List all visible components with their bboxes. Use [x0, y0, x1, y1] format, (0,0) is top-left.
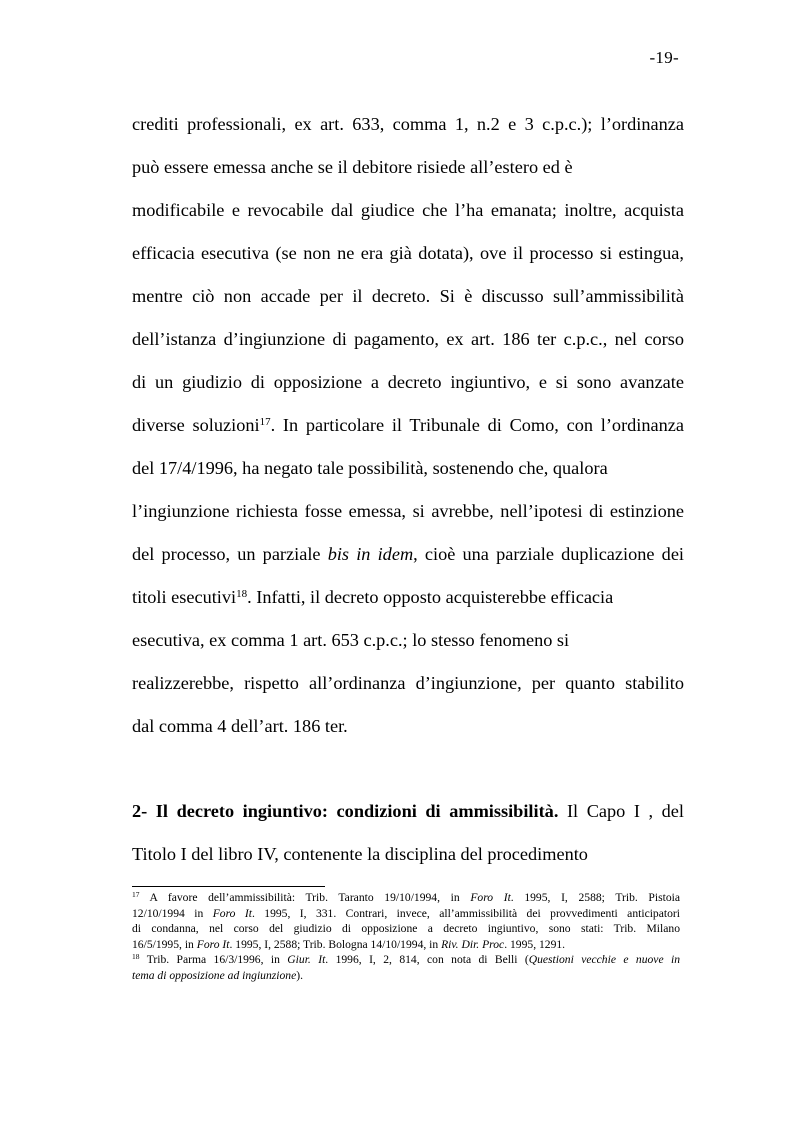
footnote-text: 16/5/1995, in [132, 937, 197, 951]
footnote-text: . 1995, I, 2588; Trib. Pistoia [510, 891, 680, 904]
section-heading: 2- Il decreto ingiuntivo: condizioni di ammissibilità. [132, 801, 559, 821]
body-line: l’ingiunzione richiesta fosse emessa, si avrebbe, nell’ipotesi di estinzione [132, 501, 684, 521]
body-line [132, 404, 684, 447]
body-text-fragment: . In particolare il Tribunale di Como, con l’ordinanza [270, 415, 684, 435]
body-line: del 17/4/1996, ha negato tale possibilità, sostenendo che, qualora [132, 458, 608, 478]
footnote-18-line [132, 952, 680, 968]
footnote-italic: Foro It [212, 906, 252, 920]
footnote-17-line [132, 937, 680, 953]
footnote-17-line: di condanna, nel corso del giudizio di opposizione a decreto ingiuntivo, sono stati: Trib. Milano [132, 922, 680, 935]
body-text-fragment: diverse soluzioni [132, 415, 260, 435]
section-text-fragment: Il Capo I , del [558, 801, 684, 821]
footnote-italic: Questioni vecchie e nuove in [528, 953, 681, 966]
body-text-fragment: . Infatti, il decreto opposto acquisterebbe efficacia [247, 587, 614, 607]
body-text-fragment: , cioè una parziale duplicazione dei [413, 544, 685, 564]
body-line: mentre ciò non accade per il decreto. Si è discusso sull’ammissibilità [132, 286, 684, 306]
footnote-text: . 1996, I, 2, 814, con nota di Belli ( [325, 953, 529, 966]
page-number: -19- [649, 48, 679, 67]
italic-phrase: bis in idem [327, 544, 414, 564]
body-line: dal comma 4 dell’art. 186 ter. [132, 716, 348, 736]
body-line: modificabile e revocabile dal giudice che l’ha emanata; inoltre, acquista [132, 200, 684, 220]
section-paragraph [132, 790, 684, 876]
footnote-text: ). [296, 968, 304, 982]
footnote-number-17: 17 [132, 890, 140, 899]
body-text-fragment: titoli esecutivi [132, 587, 237, 607]
footnote-text: . 1995, I, 331. Contrari, invece, all’ammissibilità dei provvedimenti anticipatori [251, 906, 680, 920]
footnote-italic: tema di opposizione ad ingiunzione [132, 968, 297, 982]
footnote-italic: Riv. Dir. Proc [441, 937, 505, 951]
body-text-fragment: del processo, un parziale [132, 544, 328, 564]
footnote-text: . 1995, I, 2588; Trib. Bologna 14/10/1994, in [229, 937, 442, 951]
body-line [132, 576, 684, 619]
body-line: di un giudizio di opposizione a decreto ingiuntivo, e si sono avanzate [132, 372, 684, 392]
body-line: può essere emessa anche se il debitore risiede all’estero ed è [132, 157, 573, 177]
footnote-17-line [132, 906, 680, 922]
body-line [132, 533, 684, 576]
body-line: dell’istanza d’ingiunzione di pagamento, ex art. 186 ter c.p.c., nel corso [132, 329, 684, 349]
body-line: efficacia esecutiva (se non ne era già dotata), ove il processo si estingua, [132, 243, 684, 263]
footnote-18-line [132, 968, 680, 984]
footnote-ref-18: 18 [236, 588, 248, 600]
footnote-text: . 1995, 1291. [504, 937, 566, 951]
footnote-text: 12/10/1994 in [132, 906, 213, 920]
body-line: esecutiva, ex comma 1 art. 653 c.p.c.; lo stesso fenomeno si [132, 630, 570, 650]
footnote-italic: Foro It [470, 891, 511, 904]
footnotes [132, 890, 680, 983]
footnote-italic: Giur. It [287, 953, 326, 966]
body-line: realizzerebbe, rispetto all’ordinanza d’ingiunzione, per quanto stabilito [132, 673, 684, 693]
footnote-separator [132, 886, 325, 887]
footnote-number-18: 18 [132, 952, 140, 961]
footnote-text: Trib. Parma 16/3/1996, in [139, 953, 288, 966]
section-line [132, 790, 684, 833]
footnote-text: A favore dell’ammissibilità: Trib. Taranto 19/10/1994, in [139, 891, 471, 904]
footnote-17-line [132, 890, 680, 906]
footnote-italic: Foro It [196, 937, 230, 951]
footnote-ref-17: 17 [259, 416, 271, 428]
body-paragraph [132, 103, 684, 748]
section-line: Titolo I del libro IV, contenente la disciplina del procedimento [132, 844, 588, 864]
body-line: crediti professionali, ex art. 633, comma 1, n.2 e 3 c.p.c.); l’ordinanza [132, 114, 684, 134]
